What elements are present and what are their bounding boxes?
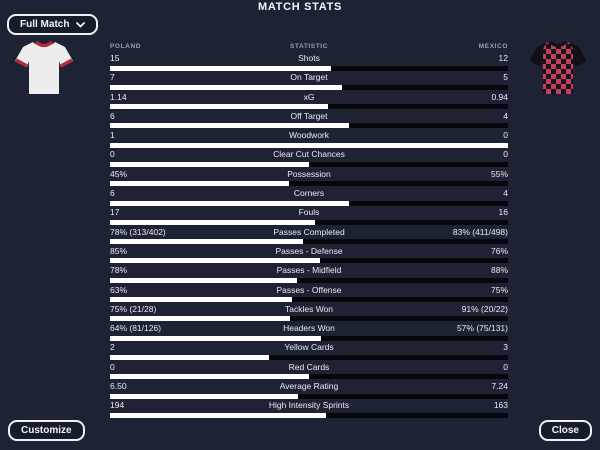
- home-value: 0: [110, 361, 115, 372]
- home-bar-fill: [110, 413, 326, 418]
- customize-button[interactable]: [8, 420, 85, 441]
- home-team-shirt-icon: [11, 39, 77, 97]
- stat-row: [110, 226, 508, 245]
- home-bar-fill: [110, 355, 269, 360]
- home-bar-fill: [110, 297, 292, 302]
- stat-bar: [110, 162, 508, 167]
- stat-bar: [110, 413, 508, 418]
- stat-bar: [110, 297, 508, 302]
- away-team-shirt-icon: [525, 39, 591, 97]
- home-value: 194: [110, 400, 125, 411]
- stat-label: Passes - Defense: [275, 245, 343, 256]
- away-value: 57% (75/131): [456, 323, 508, 334]
- away-value: 16: [498, 207, 508, 218]
- away-value: 55%: [490, 168, 508, 179]
- stat-bar: [110, 181, 508, 186]
- away-value: 83% (411/498): [452, 226, 508, 237]
- home-bar-fill: [110, 104, 328, 109]
- customize-button-label: Customize: [21, 425, 72, 436]
- home-value: 0: [110, 149, 115, 160]
- stat-row: [110, 71, 508, 90]
- close-button-label: Close: [551, 425, 579, 436]
- home-bar-fill: [110, 316, 290, 321]
- stat-label: High Intensity Sprints: [268, 400, 350, 411]
- stat-row: [110, 52, 508, 71]
- away-value: 7.24: [491, 381, 508, 392]
- stat-label: Possession: [287, 168, 331, 179]
- home-bar-fill: [110, 181, 289, 186]
- home-bar-fill: [110, 239, 303, 244]
- stat-row: [110, 187, 508, 206]
- away-value: 163: [493, 400, 508, 411]
- home-value: 15: [110, 53, 120, 63]
- away-value: 0: [503, 149, 508, 160]
- stat-label: xG: [303, 91, 315, 102]
- home-bar-fill: [110, 220, 315, 225]
- stat-row: [110, 245, 508, 264]
- stat-label: Fouls: [298, 207, 320, 218]
- home-bar-fill: [110, 258, 320, 263]
- page-title: MATCH STATS: [257, 1, 343, 13]
- home-value: 7: [110, 72, 115, 83]
- stat-bar: [110, 394, 508, 399]
- stat-label: Shots: [298, 53, 320, 63]
- stat-bar: [110, 374, 508, 379]
- away-value: 12: [498, 53, 508, 63]
- home-value: 75% (21/28): [110, 303, 157, 314]
- away-value: 91% (20/22): [461, 303, 508, 314]
- stat-row: [110, 129, 508, 148]
- away-value: 4: [503, 110, 508, 121]
- stat-label: Passes - Midfield: [276, 265, 342, 276]
- home-value: 6: [110, 110, 115, 121]
- stat-label: On Target: [290, 72, 328, 83]
- home-value: 45%: [110, 168, 128, 179]
- stat-bar: [110, 239, 508, 244]
- period-filter-dropdown[interactable]: [7, 14, 98, 35]
- away-value: 4: [503, 188, 508, 199]
- stat-bar: [110, 336, 508, 341]
- stat-bar: [110, 316, 508, 321]
- home-value: 2: [110, 342, 115, 353]
- stat-bar: [110, 201, 508, 206]
- stat-label: Average Rating: [279, 381, 339, 392]
- stat-label: Off Target: [290, 110, 328, 121]
- home-bar-fill: [110, 66, 331, 71]
- stat-row: [110, 206, 508, 225]
- stat-label: Headers Won: [283, 323, 335, 334]
- away-value: 5: [503, 72, 508, 83]
- away-value: 88%: [490, 265, 508, 276]
- home-value: 64% (81/126): [110, 323, 162, 334]
- stat-row: [110, 399, 508, 418]
- home-value: 1.14: [110, 91, 127, 102]
- stat-label: Corners: [293, 188, 325, 199]
- stat-row: [110, 380, 508, 399]
- home-bar-fill: [110, 85, 342, 90]
- away-value: 0: [503, 130, 508, 141]
- chevron-down-icon: [76, 22, 85, 28]
- home-value: 6.50: [110, 381, 127, 392]
- stat-row: [110, 303, 508, 322]
- away-team-column-header: MEXICO: [478, 43, 508, 50]
- away-value: 0: [503, 361, 508, 372]
- stat-label: Passes Completed: [273, 226, 345, 237]
- stat-row: [110, 361, 508, 380]
- stat-bar: [110, 258, 508, 263]
- home-value: 85%: [110, 245, 128, 256]
- stats-table-header: [110, 43, 508, 52]
- stat-row: [110, 168, 508, 187]
- away-value: 0.94: [491, 91, 508, 102]
- stat-bar: [110, 85, 508, 90]
- stat-row: [110, 91, 508, 110]
- stats-rows: [110, 52, 508, 419]
- stat-label: Woodwork: [289, 130, 329, 141]
- period-filter-label: Full Match: [20, 19, 70, 30]
- home-value: 6: [110, 188, 115, 199]
- away-value: 3: [503, 342, 508, 353]
- stats-table: [110, 43, 508, 419]
- home-value: 1: [110, 130, 115, 141]
- home-bar-fill: [110, 336, 321, 341]
- stat-row: [110, 284, 508, 303]
- home-value: 63%: [110, 284, 128, 295]
- stat-bar: [110, 66, 508, 71]
- stat-bar: [110, 278, 508, 283]
- stat-label: Passes - Offense: [276, 284, 342, 295]
- stat-bar: [110, 123, 508, 128]
- stat-row: [110, 264, 508, 283]
- home-bar-fill: [110, 162, 309, 167]
- home-value: 17: [110, 207, 120, 218]
- home-bar-fill: [110, 374, 309, 379]
- stat-row: [110, 148, 508, 167]
- home-value: 78% (313/402): [110, 226, 166, 237]
- statistic-column-header: STATISTIC: [289, 43, 329, 50]
- stat-label: Clear Cut Chances: [273, 149, 345, 160]
- away-value: 76%: [490, 245, 508, 256]
- stat-label: Tackles Won: [284, 303, 334, 314]
- home-bar-fill: [110, 394, 298, 399]
- home-value: 78%: [110, 265, 128, 276]
- stat-bar: [110, 355, 508, 360]
- stat-label: Yellow Cards: [284, 342, 334, 353]
- home-bar-fill: [110, 143, 508, 148]
- home-bar-fill: [110, 123, 349, 128]
- home-bar-fill: [110, 201, 349, 206]
- stat-row: [110, 322, 508, 341]
- close-button[interactable]: [539, 420, 592, 441]
- away-value: 75%: [490, 284, 508, 295]
- stat-bar: [110, 104, 508, 109]
- stat-row: [110, 110, 508, 129]
- stat-label: Red Cards: [288, 361, 330, 372]
- home-bar-fill: [110, 278, 297, 283]
- stat-bar: [110, 220, 508, 225]
- stat-bar: [110, 143, 508, 148]
- stat-row: [110, 341, 508, 360]
- home-team-column-header: POLAND: [110, 43, 142, 50]
